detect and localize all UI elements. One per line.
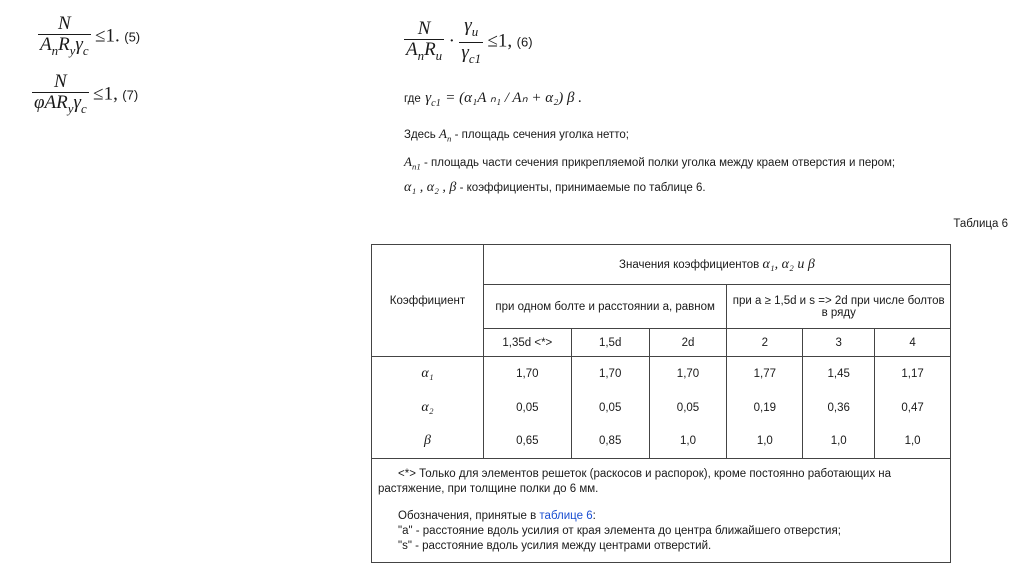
row-symbol: α₂ bbox=[372, 391, 484, 425]
note-coefficients-text: - коэффициенты, принимаемые по таблице 6. bbox=[459, 182, 706, 194]
note-coefficients bbox=[404, 180, 706, 196]
table-cell: 0,05 bbox=[649, 391, 727, 425]
table-cell: 1,0 bbox=[803, 425, 875, 459]
coefficient-table bbox=[371, 244, 951, 563]
formula-5-numerator: N bbox=[38, 14, 91, 35]
col-header: 1,5d bbox=[571, 329, 649, 357]
note-an1-text: - площадь части сечения прикрепляемой полки уголка между краем отверстия и пером; bbox=[423, 157, 896, 169]
note-an-text: - площадь сечения уголка нетто; bbox=[454, 129, 629, 141]
note-an1 bbox=[404, 154, 895, 172]
formula-6-fraction-2 bbox=[459, 16, 483, 69]
table-cell: 1,0 bbox=[727, 425, 803, 459]
formula-7-numerator: N bbox=[32, 72, 89, 93]
table-caption: Таблица 6 bbox=[953, 218, 1008, 230]
table-cell: 1,17 bbox=[875, 357, 951, 391]
note-an-symbol: $A_n$ bbox=[439, 126, 452, 144]
note-an-prefix: Здесь bbox=[404, 129, 436, 141]
table-6-link[interactable]: таблице 6 bbox=[539, 510, 593, 522]
header-group-bolts-in-row: при a ≥ 1,5d и s => 2d при числе болтов в ряду bbox=[727, 285, 951, 329]
col-header: 4 bbox=[875, 329, 951, 357]
formula-6-relation: ≤1, bbox=[487, 30, 513, 52]
table-cell: 1,70 bbox=[571, 357, 649, 391]
designations-title: Обозначения, принятые в таблице 6: bbox=[398, 510, 596, 522]
formula-7-fraction bbox=[32, 72, 89, 119]
table-cell: 1,70 bbox=[649, 357, 727, 391]
table-cell: 0,36 bbox=[803, 391, 875, 425]
designation-a: "a" - расстояние вдоль усилия от края элемента до центра ближайшего отверстия; bbox=[398, 525, 841, 537]
formula-7-relation: ≤1, bbox=[93, 83, 118, 105]
table-cell: 1,0 bbox=[649, 425, 727, 459]
row-symbol: α₁ bbox=[372, 357, 484, 391]
table-cell: 0,05 bbox=[483, 391, 571, 425]
formula-6-label: (6) bbox=[516, 34, 533, 50]
col-header: 2 bbox=[727, 329, 803, 357]
col-header: 3 bbox=[803, 329, 875, 357]
table-row bbox=[372, 425, 951, 459]
table-cell: 1,45 bbox=[803, 357, 875, 391]
formula-5-denominator: $A_nR_y\gamma_c$ bbox=[40, 34, 89, 58]
formula-5-relation: ≤1. bbox=[95, 25, 120, 47]
formula-6 bbox=[404, 16, 533, 69]
formula-7-denominator: $\varphi AR_y\gamma_c$ bbox=[34, 92, 87, 116]
formula-6-denominator-2: $\gamma_{c1}$ bbox=[461, 41, 482, 66]
row-symbol: β bbox=[372, 425, 484, 459]
formula-6-numerator-2: $\gamma_u$ bbox=[459, 16, 483, 43]
note-an bbox=[404, 126, 629, 144]
table-cell: 1,77 bbox=[727, 357, 803, 391]
note-coefficient-symbols: α₁ , α₂ , β bbox=[404, 180, 457, 195]
table-cell: 0,65 bbox=[483, 425, 571, 459]
table-cell: 1,0 bbox=[875, 425, 951, 459]
formula-7 bbox=[32, 72, 138, 119]
header-values-symbols: α₁, α₂ и β bbox=[762, 256, 815, 272]
table-cell: 0,85 bbox=[571, 425, 649, 459]
header-group-one-bolt: при одном болте и расстоянии а, равном bbox=[483, 285, 727, 329]
gamma-c1-expression: = (α₁A ₙ₁ / Aₙ + α₂) β . bbox=[445, 90, 583, 106]
col-header: 2d bbox=[649, 329, 727, 357]
formula-6-numerator-1: N bbox=[404, 19, 444, 40]
col-header: 1,35d <*> bbox=[483, 329, 571, 357]
where-line bbox=[404, 88, 582, 109]
table-cell: 0,19 bbox=[727, 391, 803, 425]
footnote-text: <*> Только для элементов решеток (раскосов и распорок), кроме постоянно работающих на растяжение, при толщине полки до 6 мм. bbox=[378, 468, 892, 495]
note-an1-symbol: $A_{n1}$ bbox=[404, 154, 421, 172]
formula-5-fraction bbox=[38, 14, 91, 61]
table-cell: 1,70 bbox=[483, 357, 571, 391]
designation-s: "s" - расстояние вдоль усилия между центрами отверстий. bbox=[398, 540, 712, 552]
formula-6-denominator-1: $A_nR_u$ bbox=[406, 38, 443, 63]
table-cell: 0,47 bbox=[875, 391, 951, 425]
formula-5 bbox=[38, 14, 140, 61]
formula-6-fraction-1 bbox=[404, 19, 444, 66]
header-values: Значения коэффициентов α₁, α₂ и β bbox=[483, 245, 950, 285]
formula-6-dot: · bbox=[448, 30, 455, 52]
formula-7-label: (7) bbox=[122, 87, 139, 103]
gamma-c1: $\gamma_{c1}$ bbox=[425, 90, 441, 109]
where-prefix: где bbox=[404, 93, 421, 105]
table-footnote-cell bbox=[372, 459, 951, 563]
table-row bbox=[372, 357, 951, 391]
formula-5-label: (5) bbox=[124, 29, 141, 45]
header-coefficient: Коэффициент bbox=[372, 245, 484, 357]
table-row bbox=[372, 391, 951, 425]
table-cell: 0,05 bbox=[571, 391, 649, 425]
